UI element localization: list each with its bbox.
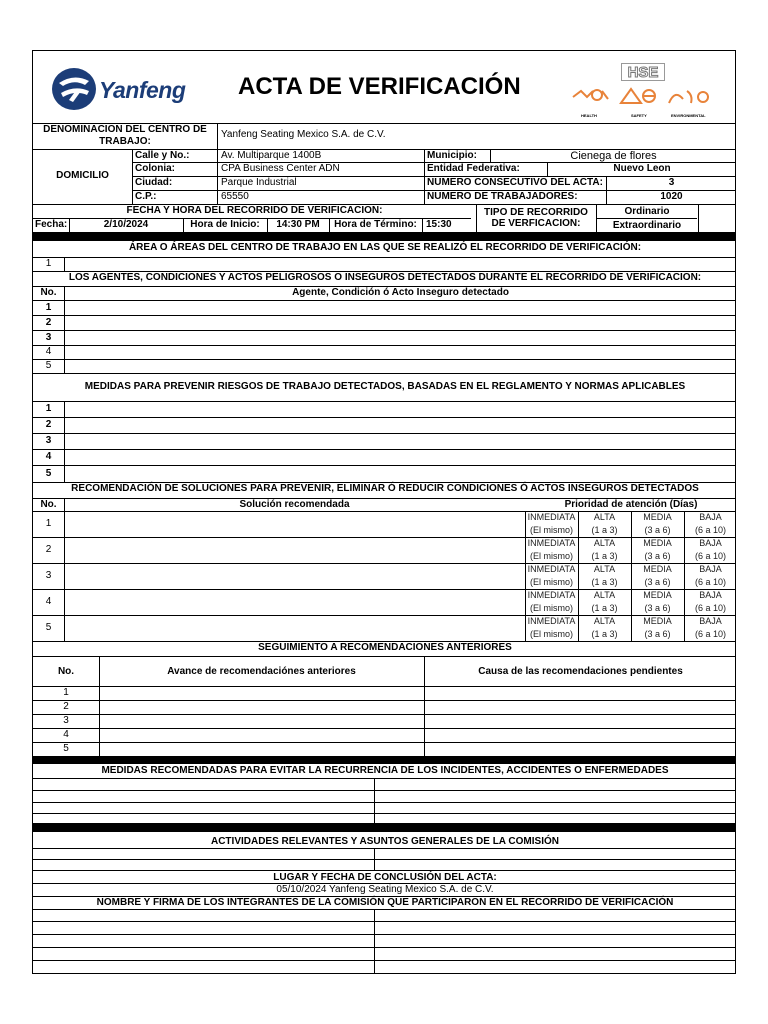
seguimiento-row-no: 4 — [63, 729, 69, 740]
recomendacion-col-solucion: Solución recomendada — [239, 499, 350, 510]
seguimiento-col-no: No. — [57, 666, 75, 677]
hse-logo — [569, 63, 719, 121]
recurrencia-heading: MEDIDAS RECOMENDADAS PARA EVITAR LA RECURRENCIA DE LOS INCIDENTES, ACCIDENTES O ENFERMEDADES — [101, 765, 669, 776]
consecutivo-label: NUMERO CONSECUTIVO DEL ACTA: — [427, 177, 603, 188]
priority-option-label: BAJA — [699, 512, 722, 522]
seguimiento-row-no: 1 — [63, 687, 69, 698]
calle-label: Calle y No.: — [135, 150, 190, 161]
inicio-value: 14:30 PM — [276, 219, 320, 230]
recomendacion-row-no: 4 — [45, 596, 52, 607]
domicilio-label: DOMICILIO — [56, 170, 109, 181]
agente-row-no: 1 — [45, 302, 52, 313]
entidad-label: Entidad Federativa: — [427, 163, 520, 174]
priority-option-label: ALTA — [593, 564, 616, 574]
recorrido-heading: FECHA Y HORA DEL RECORRIDO DE VERIFICACION: — [126, 205, 383, 216]
priority-option-label: ALTA — [593, 512, 616, 522]
priority-option-label: INMEDIATA — [527, 538, 576, 548]
agente-row-no: 4 — [45, 346, 52, 357]
municipio-label: Municipio: — [427, 150, 477, 161]
priority-option-label: MEDIA — [643, 512, 672, 522]
agentes-heading: LOS AGENTES, CONDICIONES Y ACTOS PELIGROSOS O INSEGUROS DETECTADOS DURANTE EL RECORRIDO DE VERIFICACION: — [68, 272, 702, 283]
priority-option-label: (1 a 3) — [591, 577, 618, 587]
hse-label-environmental: ENVIRONMENTAL — [671, 113, 706, 118]
ciudad-label: Ciudad: — [135, 177, 173, 188]
ordinario-option: Ordinario — [624, 206, 670, 217]
priority-option-label: (El mismo) — [530, 551, 573, 561]
priority-option-label: (El mismo) — [530, 525, 573, 535]
medida-row-no: 2 — [45, 419, 52, 430]
medida-row-no: 1 — [45, 403, 52, 414]
priority-option-label: (1 a 3) — [591, 551, 618, 561]
recomendacion-heading: RECOMENDACIÓN DE SOLUCIONES PARA PREVENIR, ELIMINAR Ó REDUCIR CONDICIONES Ó ACTOS INSEGUROS DETECTADOS — [71, 483, 699, 494]
yanfeng-logo — [51, 67, 211, 111]
trabajadores-label: NUMERO DE TRABAJADORES: — [427, 191, 578, 202]
agente-row-no: 2 — [45, 317, 52, 328]
cp-label: C.P.: — [135, 191, 157, 202]
area-row-no: 1 — [45, 258, 52, 269]
recomendacion-row-no: 2 — [45, 544, 52, 555]
recomendacion-row-no: 5 — [45, 622, 52, 633]
priority-option-label: (1 a 3) — [591, 629, 618, 639]
priority-option-label: ALTA — [593, 616, 616, 626]
hse-text: HSE — [621, 63, 665, 81]
priority-option-label: (3 a 6) — [644, 603, 671, 613]
priority-option-label: BAJA — [699, 564, 722, 574]
colonia-label: Colonia: — [135, 163, 175, 174]
termino-value: 15:30 — [426, 219, 452, 230]
priority-option-label: MEDIA — [643, 590, 672, 600]
seguimiento-heading: SEGUIMIENTO A RECOMENDACIONES ANTERIORES — [258, 642, 512, 653]
priority-option-label: (3 a 6) — [644, 551, 671, 561]
extraordinario-option: Extraordinario — [612, 220, 682, 231]
priority-option-label: (6 a 10) — [694, 525, 727, 535]
recomendacion-row-no: 3 — [45, 570, 52, 581]
seguimiento-col-avance: Avance de recomendaciónes anteriores — [167, 666, 356, 677]
medida-row-no: 3 — [45, 435, 52, 446]
brand-name: Yanfeng — [99, 77, 186, 103]
priority-option-label: INMEDIATA — [527, 590, 576, 600]
seguimiento-row-no: 2 — [63, 701, 69, 712]
priority-option-label: (El mismo) — [530, 629, 573, 639]
priority-option-label: (1 a 3) — [591, 525, 618, 535]
inicio-label: Hora de Inicio: — [190, 219, 260, 230]
priority-option-label: (1 a 3) — [591, 603, 618, 613]
priority-option-label: (3 a 6) — [644, 525, 671, 535]
cp-value: 65550 — [221, 191, 249, 202]
tipo-label-1: TIPO DE RECORRIDO — [484, 207, 588, 218]
calle-value: Av. Multiparque 1400B — [221, 150, 322, 161]
trabajadores-value: 1020 — [660, 191, 683, 202]
acta-form — [32, 50, 736, 974]
consecutivo-value: 3 — [668, 177, 675, 188]
agente-row-no: 3 — [45, 332, 52, 343]
priority-option-label: BAJA — [699, 590, 722, 600]
priority-option-label: MEDIA — [643, 616, 672, 626]
hse-icons — [569, 83, 719, 111]
actividades-heading: ACTIVIDADES RELEVANTES Y ASUNTOS GENERALES DE LA COMISIÓN — [210, 836, 559, 847]
priority-option-label: (3 a 6) — [644, 629, 671, 639]
seguimiento-col-causa: Causa de las recomendaciones pendientes — [478, 666, 683, 677]
centro-value: Yanfeng Seating Mexico S.A. de C.V. — [221, 129, 386, 140]
priority-option-label: INMEDIATA — [527, 616, 576, 626]
recomendacion-col-prioridad: Prioridad de atención (Días) — [564, 499, 698, 510]
agente-row-no: 5 — [45, 360, 52, 371]
centro-label: DENOMINACION DEL CENTRO DE TRABAJO: — [43, 124, 207, 147]
medidas-heading: MEDIDAS PARA PREVENIR RIESGOS DE TRABAJO DETECTADOS, BASADAS EN EL REGLAMENTO Y NORMAS APLICABLES — [84, 381, 686, 392]
lugar-heading: LUGAR Y FECHA DE CONCLUSIÓN DEL ACTA: — [273, 872, 497, 883]
priority-option-label: MEDIA — [643, 538, 672, 548]
priority-option-label: MEDIA — [643, 564, 672, 574]
priority-option-label: BAJA — [699, 616, 722, 626]
entidad-value: Nuevo Leon — [613, 163, 671, 174]
priority-option-label: INMEDIATA — [527, 564, 576, 574]
municipio-value: Cienega de flores — [570, 150, 657, 162]
seguimiento-row-no: 3 — [63, 715, 69, 726]
ciudad-value: Parque Industrial — [221, 177, 297, 188]
termino-label: Hora de Término: — [334, 219, 417, 230]
hse-label-safety: SAFETY — [631, 113, 647, 118]
hse-label-health: HEALTH — [581, 113, 597, 118]
priority-option-label: (3 a 6) — [644, 577, 671, 587]
tipo-label-2: DE VERFICACION: — [491, 218, 581, 229]
areas-heading: ÁREA O ÁREAS DEL CENTRO DE TRABAJO EN LAS QUE SE REALIZÓ EL RECORRIDO DE VERIFICACIÓN: — [128, 242, 642, 253]
recomendacion-col-no: No. — [40, 499, 57, 510]
priority-option-label: (El mismo) — [530, 577, 573, 587]
priority-option-label: (El mismo) — [530, 603, 573, 613]
priority-option-label: ALTA — [593, 590, 616, 600]
priority-option-label: ALTA — [593, 538, 616, 548]
medida-row-no: 5 — [45, 468, 52, 479]
priority-option-label: (6 a 10) — [694, 577, 727, 587]
agentes-col-no: No. — [40, 287, 57, 298]
colonia-value: CPA Business Center ADN — [221, 163, 340, 174]
priority-option-label: (6 a 10) — [694, 551, 727, 561]
fecha-label: Fecha: — [35, 219, 68, 230]
priority-option-label: INMEDIATA — [527, 512, 576, 522]
seguimiento-row-no: 5 — [63, 743, 69, 754]
yanfeng-logo-icon — [51, 67, 97, 111]
priority-option-label: BAJA — [699, 538, 722, 548]
fecha-value: 2/10/2024 — [103, 219, 149, 230]
firmas-heading: NOMBRE Y FIRMA DE LOS INTEGRANTES DE LA COMISIÓN QUE PARTICIPARON EN EL RECORRIDO DE VERIFICACIÓN — [96, 897, 674, 908]
medida-row-no: 4 — [45, 451, 52, 462]
priority-option-label: (6 a 10) — [694, 603, 727, 613]
recomendacion-row-no: 1 — [45, 518, 52, 529]
page-title: ACTA DE VERIFICACIÓN — [238, 73, 521, 100]
priority-option-label: (6 a 10) — [694, 629, 727, 639]
lugar-value: 05/10/2024 Yanfeng Seating Mexico S.A. de C.V. — [276, 884, 494, 895]
agentes-col-agente: Agente, Condición ó Acto Inseguro detectado — [292, 287, 509, 298]
